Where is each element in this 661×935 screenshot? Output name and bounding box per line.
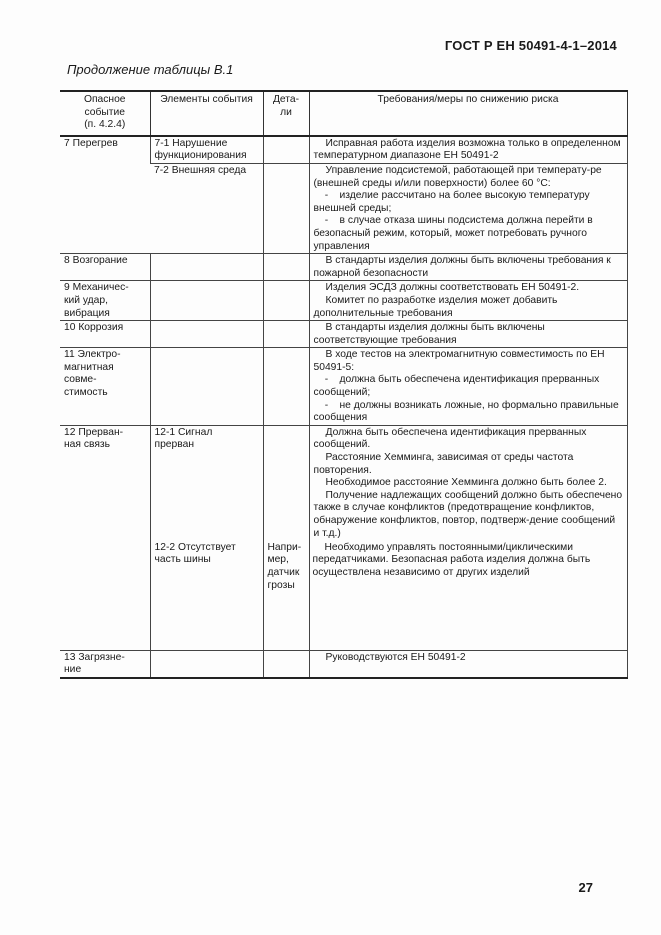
detail-line: мер, xyxy=(267,554,289,566)
hazard-line: совме- xyxy=(64,374,97,386)
bullet-item xyxy=(314,190,624,215)
element-cell: 7-1 Нарушение функционирования xyxy=(150,136,263,164)
bullet-item xyxy=(314,374,624,399)
requirement-text: Расстояние Хемминга, зависимая от среды частота повторения. xyxy=(313,452,574,476)
requirement-text: Изделия ЭСДЗ должны соответствовать ЕН 50491-2. xyxy=(325,282,580,294)
page-number: 27 xyxy=(578,880,593,895)
detail-cell xyxy=(263,425,309,650)
table-row xyxy=(60,425,627,650)
hazard-line: стимость xyxy=(64,387,108,399)
requirement-cell xyxy=(309,425,627,650)
table-header-row xyxy=(60,91,627,136)
table-row xyxy=(60,136,627,164)
bullet-text: в случае отказа шины подсистема должна перейти в безопасный режим, который, может потребовать ручного управления xyxy=(313,215,593,252)
hazard-line: 12 Прерван- xyxy=(64,426,124,438)
hazard-line: 9 Механичес- xyxy=(64,282,129,294)
hazard-cell: 10 Коррозия xyxy=(60,321,150,348)
requirement-text: Руководствуются ЕН 50491-2 xyxy=(325,651,466,663)
element-cell xyxy=(150,321,263,348)
column-header-requirements-line: Требования/меры по снижению риска xyxy=(377,94,559,105)
requirement-text: Необходимое расстояние Хемминга должно быть более 2. xyxy=(325,477,607,489)
table-row xyxy=(60,321,627,348)
bullet-dash: - xyxy=(324,374,329,386)
column-header-elements-line: Элементы события xyxy=(160,94,253,105)
requirement-text: В ходе тестов на электромагнитную совместимость по ЕН 50491-5: xyxy=(313,349,605,373)
element-cell: 7-2 Внешняя среда xyxy=(150,163,263,253)
table-row xyxy=(60,348,627,426)
hazard-cell: 8 Возгорание xyxy=(60,254,150,281)
detail-line: датчик xyxy=(267,567,300,579)
element-subitem xyxy=(155,542,236,567)
element-line: прерван xyxy=(154,439,195,451)
column-header-hazard xyxy=(60,91,150,136)
requirement-text: Должна быть обеспечена идентификация прерванных сообщений. xyxy=(313,426,587,451)
bullet-item xyxy=(314,400,624,425)
hazard-line: ная связь xyxy=(64,439,111,451)
column-header-details-line: ли xyxy=(280,106,292,118)
column-header-details xyxy=(263,91,309,136)
requirement-cell xyxy=(309,136,627,164)
element-cell xyxy=(150,254,263,281)
requirement-text: Комитет по разработке изделия может добавить дополнительные требования xyxy=(313,294,558,319)
detail-cell xyxy=(263,321,309,348)
bullet-text: должна быть обеспечена идентификация прерванных сообщений; xyxy=(313,374,600,399)
column-header-details-line: Дета- xyxy=(272,94,300,105)
detail-cell xyxy=(263,650,309,678)
hazard-line: 11 Электро- xyxy=(64,349,121,361)
hazard-cell xyxy=(60,650,150,678)
requirement-cell xyxy=(309,163,627,253)
bullet-item xyxy=(314,215,624,253)
element-cell xyxy=(150,425,263,650)
column-header-hazard-line: Опасное xyxy=(83,94,126,105)
requirement-text: Получение надлежащих сообщений должно быть обеспечено также в случае конфликтов (предотвращение конфликтов, обнаружение конфликтов, повтор, подтверж-дение сообщений и т.д.) xyxy=(313,489,623,539)
hazard-cell xyxy=(60,281,150,321)
column-header-hazard-line: (п. 4.2.4) xyxy=(84,119,126,131)
requirement-cell xyxy=(309,254,627,281)
requirement-text: Управление подсистемой, работающей при температу-ре (внешней среды и/или поверхности) более 60 °C: xyxy=(313,164,602,189)
requirements-table xyxy=(60,90,628,679)
requirement-text: В стандарты изделия должны быть включены требования к пожарной безопасности xyxy=(313,255,611,279)
requirement-cell xyxy=(309,348,627,426)
element-cell xyxy=(150,650,263,678)
hazard-line: магнитная xyxy=(64,361,114,373)
hazard-line: кий удар, xyxy=(64,294,108,306)
table-row xyxy=(60,650,627,678)
bullet-dash: - xyxy=(324,190,329,202)
bullet-dash: - xyxy=(324,399,329,411)
requirement-cell xyxy=(309,321,627,348)
bullet-text: не должны возникать ложные, но формально правильные сообщения xyxy=(313,399,619,424)
document-header: ГОСТ Р ЕН 50491-4-1–2014 xyxy=(444,38,617,53)
requirement-cell xyxy=(309,281,627,321)
table-row xyxy=(60,281,627,321)
hazard-line: вибрация xyxy=(64,307,110,319)
element-line: 12-2 Отсутствует xyxy=(154,541,236,553)
detail-line: Напри- xyxy=(267,541,302,553)
detail-cell xyxy=(263,136,309,164)
hazard-line: ние xyxy=(64,664,82,676)
hazard-cell xyxy=(60,348,150,426)
requirement-subitem xyxy=(313,542,624,580)
requirement-text: Исправная работа изделия возможна только в определенном температурном диапазоне ЕН 50491-2 xyxy=(313,137,621,162)
detail-cell xyxy=(263,254,309,281)
detail-subitem xyxy=(268,542,302,592)
detail-cell xyxy=(263,348,309,426)
column-header-elements xyxy=(150,91,263,136)
column-header-hazard-line: событие xyxy=(84,106,125,118)
element-line: часть шины xyxy=(154,554,211,566)
requirement-text: Необходимо управлять постоянными/циклическими передатчиками. Безопасная работа изделия должна быть осуществлена независимо от других изделий xyxy=(312,541,591,579)
requirement-text: В стандарты изделия должны быть включены соответствующие требования xyxy=(313,322,545,346)
bullet-text: изделие рассчитано на более высокую температуру внешней среды; xyxy=(313,190,590,214)
element-cell xyxy=(150,281,263,321)
hazard-cell xyxy=(60,425,150,650)
requirement-cell xyxy=(309,650,627,678)
hazard-cell: 7 Перегрев xyxy=(60,136,150,254)
detail-cell xyxy=(263,163,309,253)
bullet-dash: - xyxy=(324,215,329,227)
detail-line: грозы xyxy=(267,579,295,591)
column-header-requirements xyxy=(309,91,627,136)
table-caption: Продолжение таблицы В.1 xyxy=(67,62,234,77)
element-cell xyxy=(150,348,263,426)
hazard-line: 13 Загрязне- xyxy=(64,651,125,663)
detail-cell xyxy=(263,281,309,321)
table-row xyxy=(60,254,627,281)
element-line: 12-1 Сигнал xyxy=(154,426,213,438)
